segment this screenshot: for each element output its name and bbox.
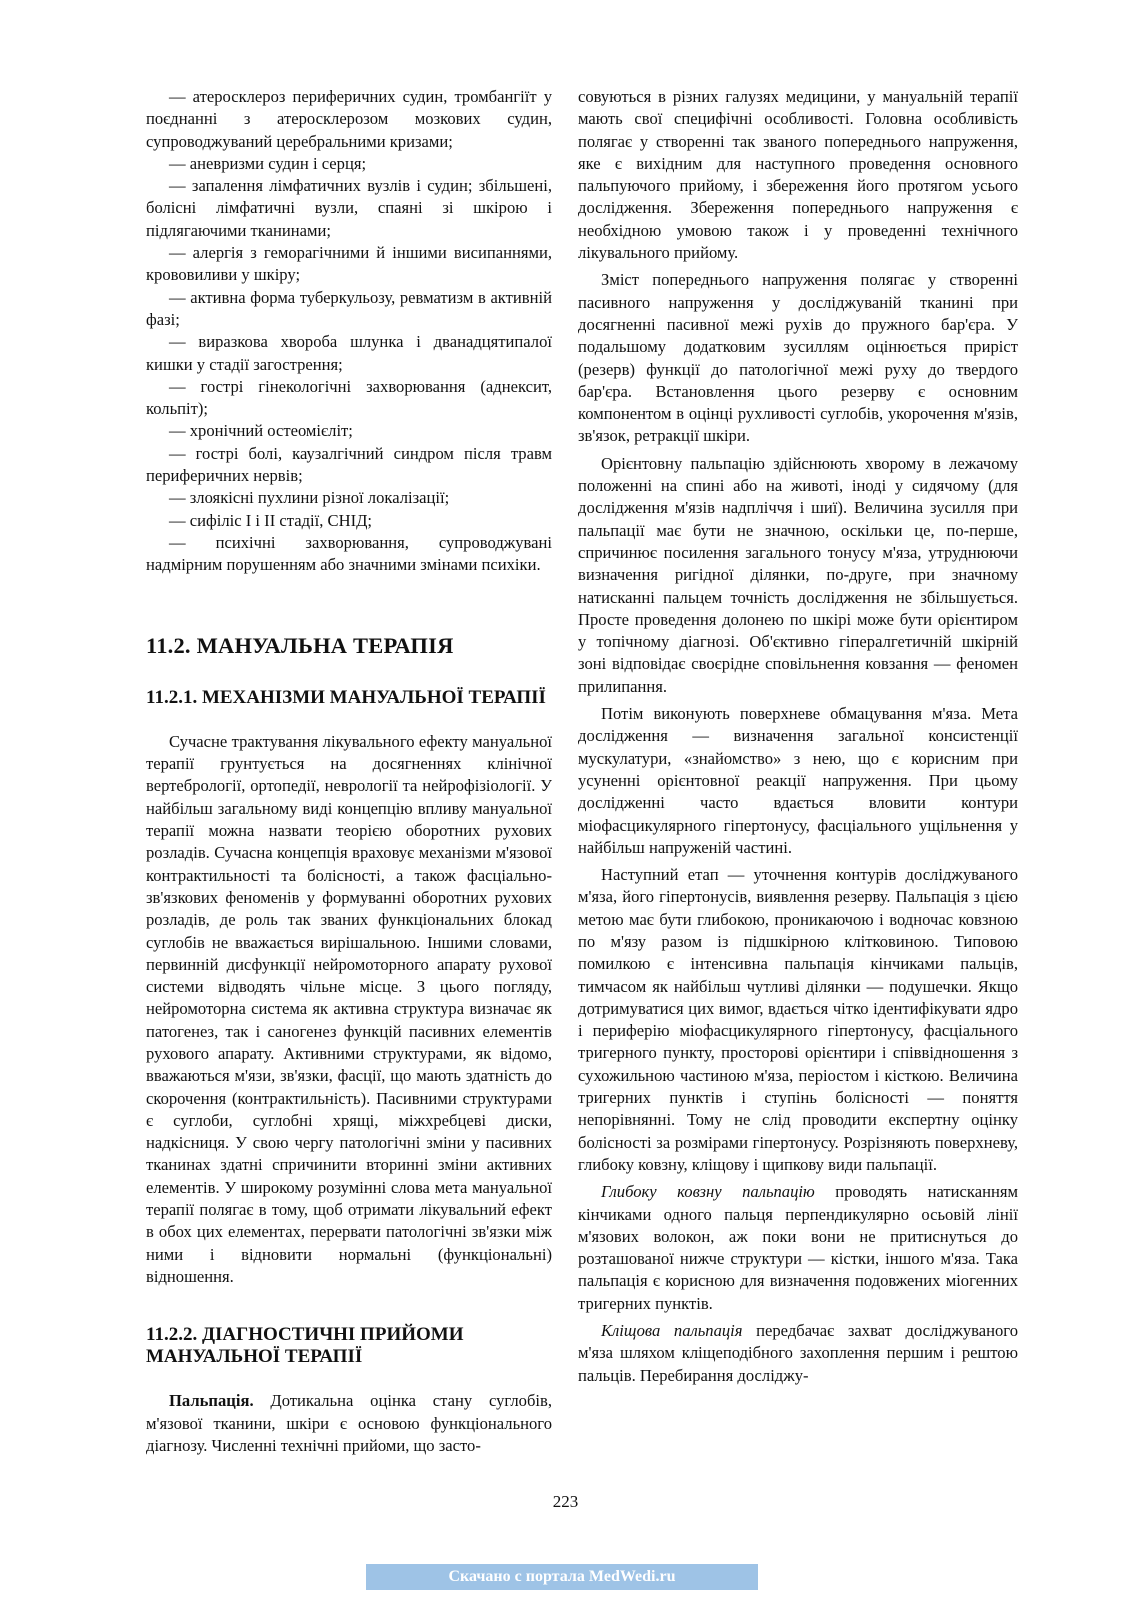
list-item: — злоякісні пухлини різної локалізації; <box>169 488 450 508</box>
list-item: — атеросклероз периферичних судин, тромбангіїт у поєднанні з атеросклерозом мозкових судин, супроводжуваний церебральними кризами; <box>146 87 552 151</box>
section-title: 11.2. МАНУАЛЬНА ТЕРАПІЯ <box>146 632 454 658</box>
subsection-title: 11.2.1. МЕХАНІЗМИ МАНУАЛЬНОЇ ТЕРАПІЇ <box>146 686 546 708</box>
paragraph-text: проводять натисканням кінчиками одного пальця перпендикулярно осьовій лінії м'язових волокон, аж поки вони не притиснуться до розташованої нижче структури — кістки, іншого м'яза. Така пальпація є корисною для визначення подовжених міогенних тригерних пунктів. <box>578 1182 1018 1313</box>
list-item: — виразкова хвороба шлунка і дванадцятипалої кишки у стадії загострення; <box>146 332 552 374</box>
paragraph-text: передбачає захват досліджуваного м'яза шляхом кліщеподібного захоплення першим і рештою пальців. Перебирання досліджу- <box>578 1321 1018 1385</box>
page-number: 223 <box>552 1492 579 1511</box>
paragraph: совуються в різних галузях медицини, у мануальній терапії мають свої специфічні особливості. Головна особливість полягає у створенні так званого попереднього напруження, яке є вихідним для наступного проведення основного пальпуючого прийому, і збереження його протягом усього дослідження. Збереження попереднього напруження є необхідною умовою також і у проведенні технічного лікувального прийому. <box>578 87 1018 263</box>
list-item: — запалення лімфатичних вузлів і судин; збільшені, болісні лімфатичні вузли, спаяні зі шкірою і підлягаючими тканинами; <box>146 176 552 240</box>
term-pincer-palpation: Кліщова пальпація <box>601 1321 743 1341</box>
paragraph: Наступний етап — уточнення контурів досліджуваного м'яза, його гіпертонусів, виявлення резерву. Пальпація з цією метою має бути глибокою, проникаючою і водночас ковзною по м'язу разом із підшкірною клітковиною. Типовою помилкою є інтенсивна пальпація кінчиками пальців, тимчасом як найбільш чутливі ділянки — подушечки. Якщо дотримуватися цих вимог, вдається чітко ідентифікувати ядро і периферію міофасцикулярного гіпертонусу, фасціального тригерного пункту, просторові орієнтири і співвідношення з сухожильною частиною м'яза, періостом і кісткою. Величина тригерних пунктів і ступінь болісності — поняття непорівнянні. Тому не слід проводити експертну оцінку болісності за розмірами гіпертонусу. Розрізняють поверхневу, глибоку ковзну, кліщову і щипкову види пальпації. <box>578 865 1018 1174</box>
contraindications-list <box>146 86 552 577</box>
paragraph: Потім виконують поверхневе обмацування м'яза. Мета дослідження — визначення загальної консистенції мускулатури, «знайомство» з нею, що є корисним при усуненні орієнтовної реакції напруження. При цьому дослідженні часто вдається вловити контури міофасцикулярного гіпертонусу, фасціального ущільнення у найбільш напруженій частині. <box>578 704 1018 857</box>
watermark-banner: Скачано с портала MedWedi.ru <box>366 1564 758 1590</box>
term-deep-palpation: Глибоку ковзну пальпацію <box>601 1182 815 1202</box>
paragraph: Зміст попереднього напруження полягає у створенні пасивного напруження у досліджуваній тканині при досягненні пасивної межі рухів до пружного бар'єра. У подальшому додатковим зусиллям оцінюється приріст (резерв) функції до патологічної межі руху до твердого бар'єра. Встановлення цього резерву є основним компонентом в оцінці рухливості суглобів, укорочення м'язів, зв'язок, ретракції шкіри. <box>578 270 1018 446</box>
list-item: — гострі болі, каузалгічний синдром після травм периферичних нервів; <box>146 443 552 486</box>
left-column <box>146 86 552 1457</box>
list-item: — хронічний остеомієліт; <box>169 421 353 441</box>
list-item: — психічні захворювання, супроводжувані надмірним порушенням або значними змінами психіки. <box>146 532 552 575</box>
list-item: — аневризми судин і серця; <box>169 153 367 173</box>
list-item: — активна форма туберкульозу, ревматизм в активній фазі; <box>146 287 552 329</box>
paragraph-text: Дотикальна оцінка стану суглобів, м'язової тканини, шкіри є основою функціонального діагнозу. Численні технічні прийоми, що засто- <box>146 1391 552 1455</box>
list-item: — алергія з геморагічними й іншими висипаннями, крововиливи у шкіру; <box>146 243 552 285</box>
subsection-title: 11.2.2. ДІАГНОСТИЧНІ ПРИЙОМИ МАНУАЛЬНОЇ ТЕРАПІЇ <box>146 1324 464 1368</box>
subsection-diagnostics <box>146 1324 552 1457</box>
paragraph <box>146 1390 552 1457</box>
paragraph: Орієнтовну пальпацію здійснюють хворому в лежачому положенні на спині або на животі, іноді у сидячому (для дослідження м'язів надпліччя і шиї). Величина зусилля при пальпації має бути не значною, оскільки це, по-перше, спричинює посилення загального тонусу м'яза, утруднюючи визначення ригідної ділянки, по-друге, при значному натисканні пальцем точність дослідження не збільшується. Просте проведення долонею по шкірі може бути орієнтиром у топічному діагнозі. Об'єктивно гіпералгетичній шкірній зоні відповідає своєрідне сповільнення ковзання — феномен прилипання. <box>578 453 1018 696</box>
right-column <box>578 86 1018 1387</box>
paragraph <box>578 1181 1018 1315</box>
list-item: — гострі гінекологічні захворювання (аднексит, кольпіт); <box>146 376 552 419</box>
list-item: — сифіліс I і II стадії, СНІД; <box>169 510 373 530</box>
term-palpation: Пальпація. <box>169 1391 254 1411</box>
paragraph: Сучасне трактування лікувального ефекту мануальної терапії грунтується на досягненнях клінічної вертебрології, ортопедії, неврології та нейрофізіології. У найбільш загальному виді концепцію впливу мануальної терапії можна назвати теорією оборотних рухових розладів. Сучасна концепція враховує механізми м'язової контрактильності та болісності, а також фасціально-зв'язкових феноменів у формуванні оборотних рухових розладів, де роль так званих функціональних блокад суглобів не вважається вирішальною. Іншими словами, первинній дисфункції нейромоторного апарату рухової системи відводять чільне місце. З цього погляду, нейромоторна система як активна структура визначає як патогенез, так і саногенез функцій пасивних елементів рухового апарату. Активними структурами, як відомо, вважаються м'язи, зв'язки, фасції, що мають здатність до скорочення (контрактильність). Пасивними структурами є суглоби, суглобні хрящі, міжхребцеві диски, надкісниця. У свою чергу патологічні зміни у пасивних тканинах здатні спричинити вторинні зміни активних елементів. У широкому розумінні слова мета мануальної терапії полягає в тому, щоб отримати лікувальний ефект в обох цих елементах, перервати патологічні зв'язки між ними і відновити нормальні (функціональні) відношення. <box>146 731 552 1286</box>
subsection-mechanisms <box>146 687 552 1288</box>
paragraph <box>578 1320 1018 1387</box>
